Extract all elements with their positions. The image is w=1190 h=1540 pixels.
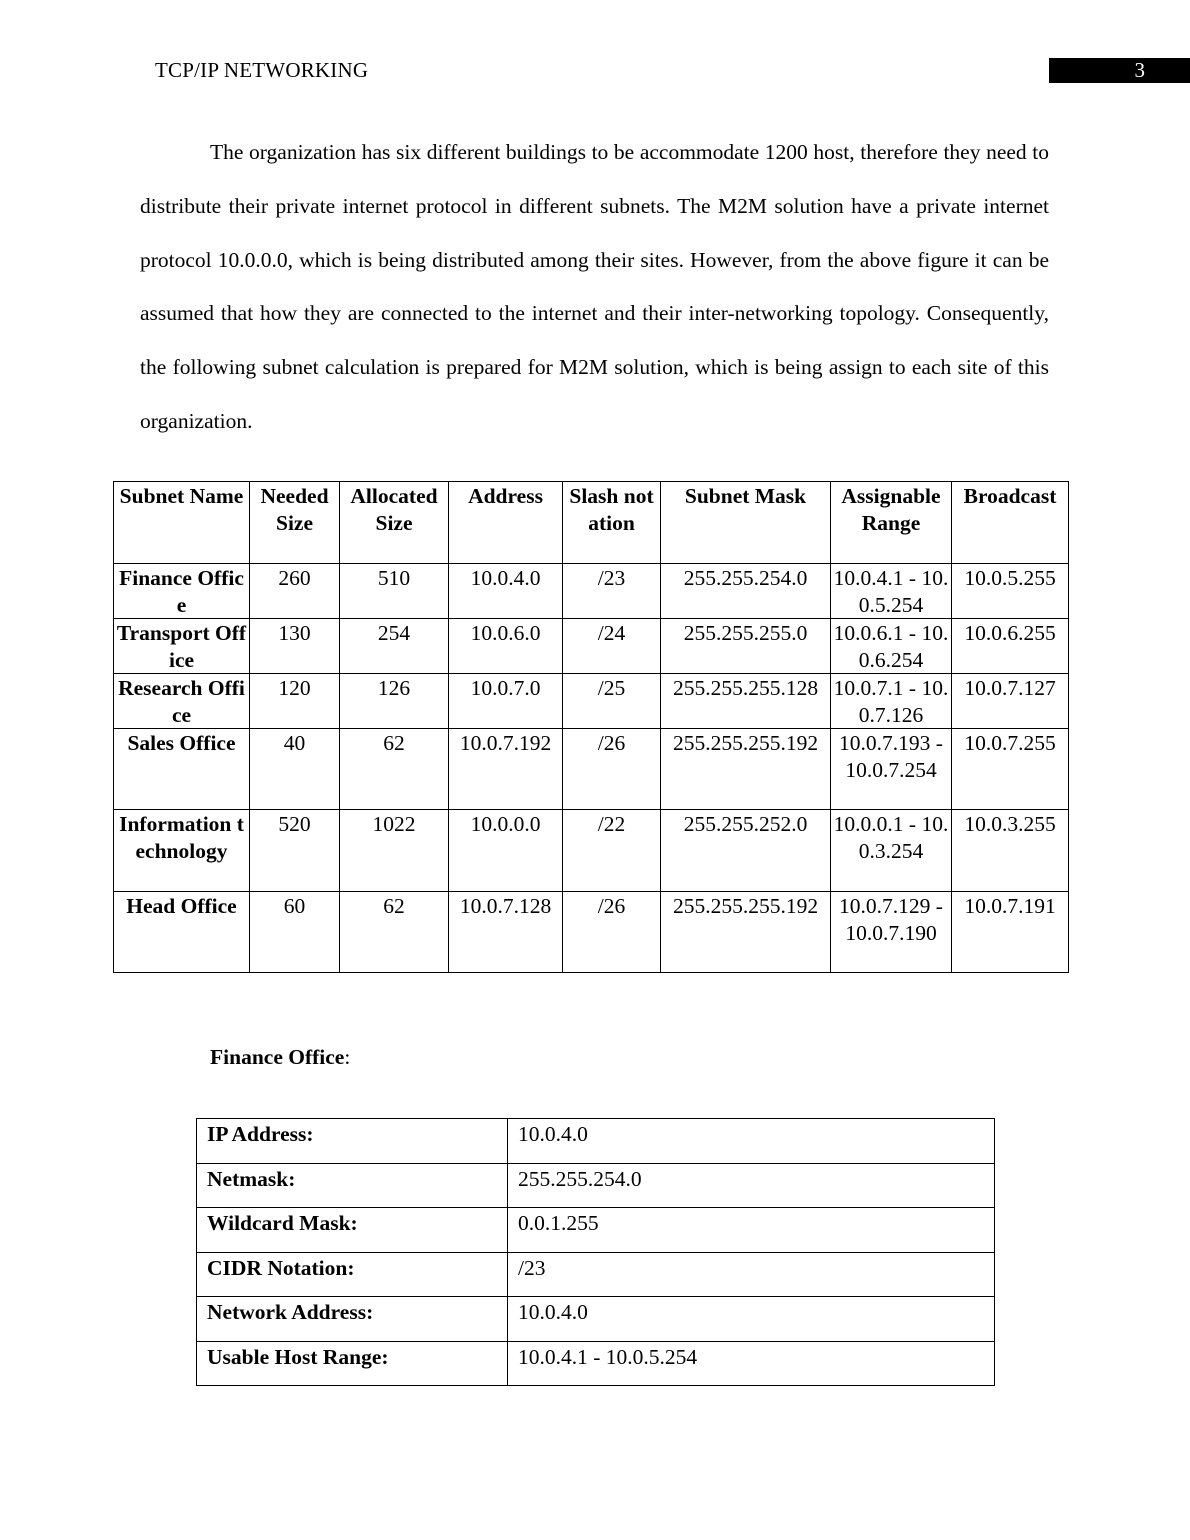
table-row	[114, 619, 1069, 674]
ip-address-value: 10.0.4.0	[508, 1119, 995, 1164]
column-header-subnet-name: Subnet Name	[114, 482, 250, 564]
subnet-name-cell: Sales Office	[114, 729, 250, 810]
cidr-notation-label: CIDR Notation:	[197, 1252, 508, 1297]
netmask-label: Netmask:	[197, 1163, 508, 1208]
subnet-table-header-row	[114, 482, 1069, 564]
table-row	[197, 1163, 995, 1208]
subnet-mask-cell: 255.255.255.192	[661, 729, 831, 810]
subnet-name-cell: Research Office	[114, 674, 250, 729]
allocated-size-cell: 510	[340, 564, 449, 619]
slash-notation-cell: /22	[563, 810, 661, 892]
broadcast-cell: 10.0.3.255	[952, 810, 1069, 892]
network-address-label: Network Address:	[197, 1297, 508, 1342]
table-row	[114, 892, 1069, 973]
column-header-broadcast: Broadcast	[952, 482, 1069, 564]
broadcast-cell: 10.0.5.255	[952, 564, 1069, 619]
slash-notation-cell: /26	[563, 729, 661, 810]
column-header-slash-notation: Slash notation	[563, 482, 661, 564]
wildcard-mask-value: 0.0.1.255	[508, 1208, 995, 1253]
needed-size-cell: 260	[250, 564, 340, 619]
page-number: 3	[1134, 58, 1145, 82]
broadcast-cell: 10.0.7.127	[952, 674, 1069, 729]
assignable-range-cell: 10.0.0.1 - 10.0.3.254	[831, 810, 952, 892]
table-row	[197, 1297, 995, 1342]
needed-size-cell: 60	[250, 892, 340, 973]
body-paragraph: The organization has six different buildings to be accommodate 1200 host, therefore they need to distribute their private internet protocol in different subnets. The M2M solution have a private internet protocol 10.0.0.0, which is being distributed among their sites. However, from the above figure it can be assumed that how they are connected to the internet and their inter-networking topology. Consequently, the following subnet calculation is prepared for M2M solution, which is being assign to each site of this organization.	[140, 140, 1049, 433]
slash-notation-cell: /23	[563, 564, 661, 619]
assignable-range-cell: 10.0.6.1 - 10.0.6.254	[831, 619, 952, 674]
column-header-allocated-size: Allocated Size	[340, 482, 449, 564]
subnet-name-cell: Transport Office	[114, 619, 250, 674]
address-cell: 10.0.7.0	[449, 674, 563, 729]
slash-notation-cell: /26	[563, 892, 661, 973]
table-row	[114, 674, 1069, 729]
subnet-mask-cell: 255.255.255.192	[661, 892, 831, 973]
table-row	[114, 564, 1069, 619]
slash-notation-cell: /25	[563, 674, 661, 729]
address-cell: 10.0.0.0	[449, 810, 563, 892]
page-number-bar	[1049, 58, 1190, 83]
usable-host-range-value: 10.0.4.1 - 10.0.5.254	[508, 1341, 995, 1386]
finance-office-heading-colon: :	[344, 1045, 351, 1069]
broadcast-cell: 10.0.6.255	[952, 619, 1069, 674]
allocated-size-cell: 254	[340, 619, 449, 674]
needed-size-cell: 130	[250, 619, 340, 674]
allocated-size-cell: 62	[340, 729, 449, 810]
needed-size-cell: 40	[250, 729, 340, 810]
address-cell: 10.0.6.0	[449, 619, 563, 674]
finance-office-heading	[210, 1045, 350, 1070]
running-head: TCP/IP NETWORKING	[155, 58, 369, 82]
table-row	[197, 1252, 995, 1297]
table-row	[197, 1208, 995, 1253]
table-row	[197, 1341, 995, 1386]
address-cell: 10.0.4.0	[449, 564, 563, 619]
table-row	[114, 810, 1069, 892]
slash-notation-cell: /24	[563, 619, 661, 674]
subnet-mask-cell: 255.255.252.0	[661, 810, 831, 892]
assignable-range-cell: 10.0.7.193 - 10.0.7.254	[831, 729, 952, 810]
column-header-subnet-mask: Subnet Mask	[661, 482, 831, 564]
cidr-notation-value: /23	[508, 1252, 995, 1297]
broadcast-cell: 10.0.7.191	[952, 892, 1069, 973]
allocated-size-cell: 126	[340, 674, 449, 729]
address-cell: 10.0.7.128	[449, 892, 563, 973]
table-row	[197, 1119, 995, 1164]
subnet-mask-cell: 255.255.255.128	[661, 674, 831, 729]
column-header-assignable-range: Assignable Range	[831, 482, 952, 564]
allocated-size-cell: 1022	[340, 810, 449, 892]
network-address-value: 10.0.4.0	[508, 1297, 995, 1342]
finance-office-heading-text: Finance Office	[210, 1045, 345, 1069]
usable-host-range-label: Usable Host Range:	[197, 1341, 508, 1386]
needed-size-cell: 520	[250, 810, 340, 892]
netmask-value: 255.255.254.0	[508, 1163, 995, 1208]
finance-office-detail-table	[196, 1118, 995, 1386]
assignable-range-cell: 10.0.7.129 - 10.0.7.190	[831, 892, 952, 973]
allocated-size-cell: 62	[340, 892, 449, 973]
broadcast-cell: 10.0.7.255	[952, 729, 1069, 810]
subnet-mask-cell: 255.255.254.0	[661, 564, 831, 619]
subnet-mask-cell: 255.255.255.0	[661, 619, 831, 674]
address-cell: 10.0.7.192	[449, 729, 563, 810]
table-row	[114, 729, 1069, 810]
column-header-needed-size: Needed Size	[250, 482, 340, 564]
subnet-name-cell: Finance Office	[114, 564, 250, 619]
assignable-range-cell: 10.0.4.1 - 10.0.5.254	[831, 564, 952, 619]
subnet-name-cell: Head Office	[114, 892, 250, 973]
wildcard-mask-label: Wildcard Mask:	[197, 1208, 508, 1253]
column-header-address: Address	[449, 482, 563, 564]
subnet-name-cell: Information technology	[114, 810, 250, 892]
ip-address-label: IP Address:	[197, 1119, 508, 1164]
needed-size-cell: 120	[250, 674, 340, 729]
subnet-table	[113, 481, 1069, 973]
assignable-range-cell: 10.0.7.1 - 10.0.7.126	[831, 674, 952, 729]
